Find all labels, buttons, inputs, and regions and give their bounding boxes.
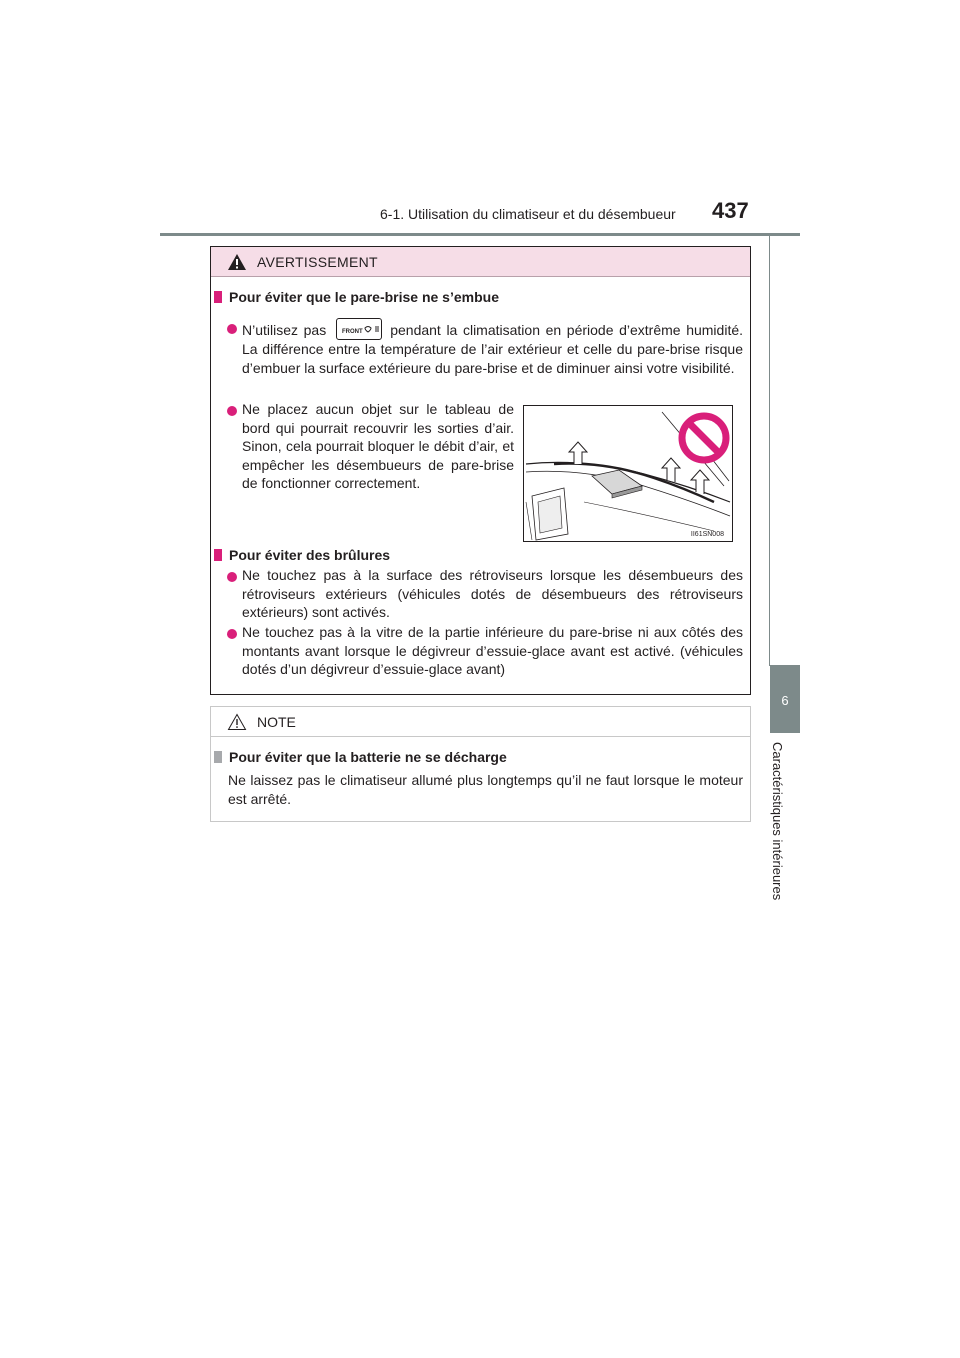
warning-header <box>211 247 750 277</box>
note-header <box>211 707 750 737</box>
header-rule <box>160 233 800 236</box>
caution-triangle-icon <box>227 713 247 731</box>
front-defroster-button-icon <box>336 318 382 340</box>
bullet-windshield-burn: Ne touchez pas à la vitre de la partie inférieure du pare-brise ni aux côtés des montants avant lorsque le dégivreur d’essuie-glace avant est activé. (véhicules dotés d’un dégivreur d’essuie-glace avant) <box>242 624 743 678</box>
section1-title-text: Pour éviter que le pare-brise ne s’embue <box>229 289 499 305</box>
bullet1-text-start: N’utilisez pas <box>242 322 327 338</box>
bullet-fog-warning <box>242 318 743 377</box>
dashboard-vents-drawing <box>524 406 732 541</box>
bullet-icon <box>227 406 237 416</box>
chapter-number: 6 <box>781 693 789 708</box>
dashboard-illustration <box>523 405 733 542</box>
bullet-icon <box>227 572 237 582</box>
front-button-label: FRONT <box>342 329 363 335</box>
side-divider <box>769 236 770 666</box>
warning-triangle-icon <box>227 253 247 271</box>
bullet-icon <box>227 324 237 334</box>
page-number: 437 <box>712 198 749 223</box>
note-title-text: Pour éviter que la batterie ne se décharge <box>229 749 507 765</box>
chapter-tab <box>770 665 800 733</box>
note-title <box>214 749 507 765</box>
note-text: Ne laissez pas le climatiseur allumé plus longtemps qu’il ne faut lorsque le moteur est arrêté. <box>228 772 743 807</box>
square-bullet-icon <box>214 549 222 561</box>
warning-section2-title <box>214 547 390 563</box>
illustration-code: II61SN008 <box>690 531 724 538</box>
section-heading: 6-1. Utilisation du climatiseur et du désembueur <box>380 206 676 222</box>
bullet-dashboard-objects: Ne placez aucun objet sur le tableau de bord qui pourrait recouvrir les sorties d’air. Sinon, cela pourrait bloquer le débit d’air, et empêcher les désembueurs de pare-brise de fonctionner correctement. <box>242 401 514 492</box>
chapter-title: Caractéristiques intérieures <box>770 742 785 901</box>
bullet-mirror-burn: Ne touchez pas à la surface des rétroviseurs lorsque les désembueurs des rétroviseurs extérieurs (véhicules dotés de désembueurs des rétroviseurs extérieurs) sont activés. <box>242 567 743 621</box>
section2-title-text: Pour éviter des brûlures <box>229 547 391 563</box>
note-heading: NOTE <box>257 713 296 730</box>
bullet-icon <box>227 629 237 639</box>
bullet1-text-end: pendant la climatisation en période d’extrême humidité. La différence entre la température de l’air extérieur et celle du pare-brise risque d’embuer la surface extérieure du pare-brise et de diminuer ainsi votre visibilité. <box>242 322 744 376</box>
warning-section1-title <box>214 289 499 305</box>
square-bullet-icon <box>214 291 222 303</box>
warning-heading: AVERTISSEMENT <box>257 253 378 270</box>
square-bullet-icon <box>214 751 222 763</box>
